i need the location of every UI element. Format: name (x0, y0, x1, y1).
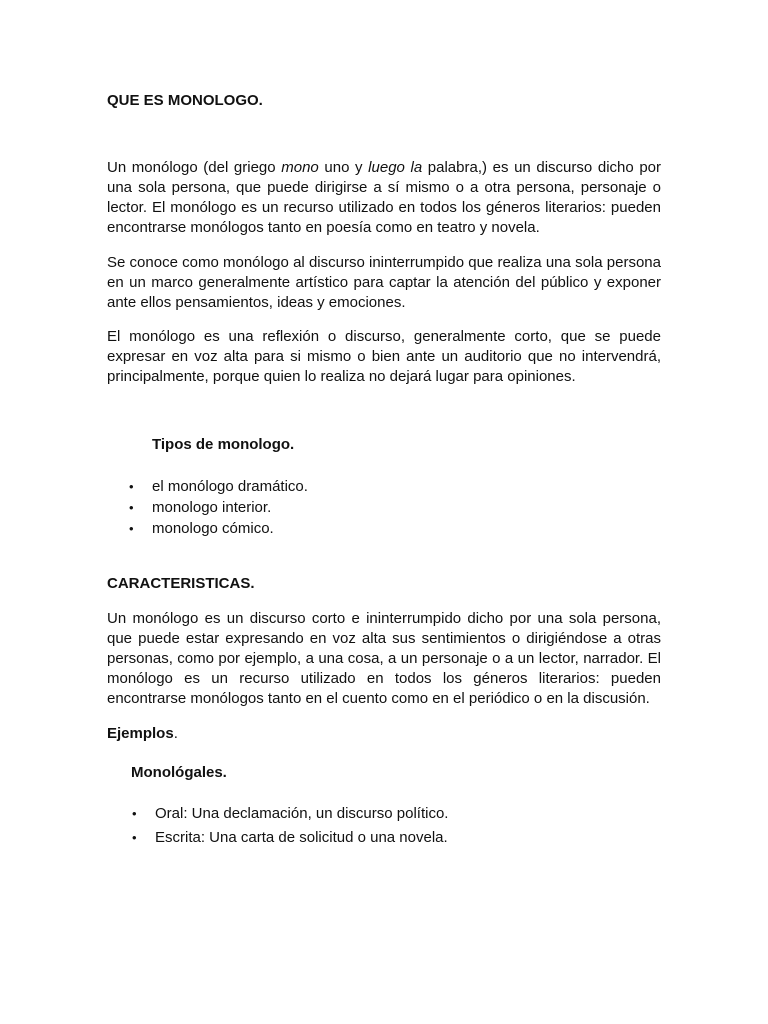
intro-p1-text-a: Un monólogo (del griego (107, 159, 282, 176)
intro-paragraph-3: El monólogo es una reflexión o discurso, generalmente corto, que se puede expresar en voz alta para si mismo o bien ante un auditorio que no intervendrá, principalmente, porque quien lo realiza no dejará lugar para opiniones. (107, 328, 661, 385)
list-item (132, 803, 605, 827)
page-title: QUE ES MONOLOGO. (107, 92, 263, 109)
list-item-text: Oral: Una declamación, un discurso político. (155, 805, 449, 822)
list-item-text: monologo cómico. (152, 520, 274, 537)
intro-p1-italic-mono: mono (281, 159, 319, 176)
intro-p1-text-b: uno y (318, 159, 369, 176)
tipos-heading: Tipos de monologo. (152, 436, 295, 453)
caracteristicas-heading: CARACTERISTICAS. (107, 575, 255, 592)
monologales-subheading: Monológales. (131, 764, 227, 781)
list-item (129, 497, 552, 518)
intro-p1-italic-luego: luego la (368, 159, 423, 176)
list-item (129, 518, 552, 539)
list-item-text: monologo interior. (152, 499, 272, 516)
intro-paragraph-1 (107, 158, 661, 238)
list-item (132, 827, 605, 848)
tipos-list (129, 476, 552, 539)
bullet-icon: • (132, 806, 137, 821)
bullet-icon: • (129, 521, 134, 536)
intro-paragraph-2: Se conoce como monólogo al discurso ininterrumpido que realiza una sola persona en un marco generalmente artístico para captar la atención del público y exponer ante ellos pensamientos, ideas y emociones. (107, 254, 661, 311)
ejemplos-heading-text: Ejemplos (107, 725, 174, 742)
caracteristicas-paragraph: Un monólogo es un discurso corto e ininterrumpido dicho por una sola persona, que puede estar expresando en voz alta sus sentimientos o dirigiéndose a otras personas, como por ejemplo, a una cosa, a un personaje o a un lector, narrador. El monólogo es un recurso utilizado en todos los géneros literarios: pueden encontrarse monólogos tanto en el cuento como en el periódico o en la discusión. (107, 610, 661, 707)
bullet-icon: • (129, 479, 134, 494)
bullet-icon: • (129, 500, 134, 515)
ejemplos-heading (107, 724, 661, 744)
ejemplos-list (132, 803, 605, 848)
list-item (129, 476, 552, 497)
list-item-text: el monólogo dramático. (152, 478, 308, 495)
list-item-text: Escrita: Una carta de solicitud o una novela. (155, 829, 448, 846)
bullet-icon: • (132, 830, 137, 845)
intro-p1-text-c: palabra,) es un discurso dicho por una sola persona, que puede dirigirse a sí mismo o a otra persona, personaje o lector. El monólogo es un recurso utilizado en todos los géneros literarios: pueden encontrarse monólogos tanto en poesía como en teatro y novela. (107, 159, 662, 236)
ejemplos-heading-period: . (173, 725, 178, 742)
